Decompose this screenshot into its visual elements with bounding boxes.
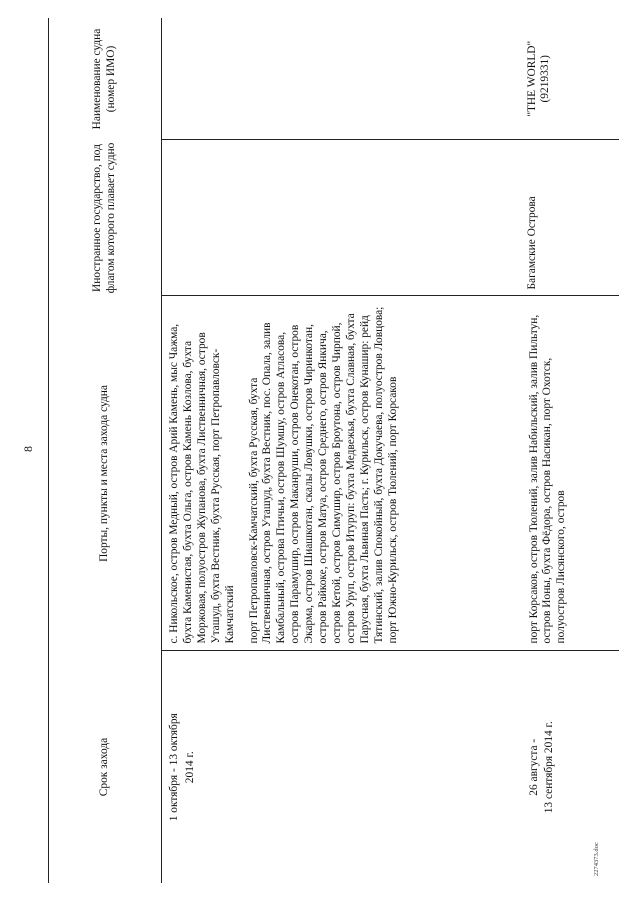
header-flag-state: Иностранное государство, под флагом которого плавает судно: [49, 140, 162, 296]
table-header-row: [49, 18, 162, 883]
header-ports: Порты, пункты и места захода судна: [49, 296, 162, 651]
term-cell: 1 октября - 13 октября 2014 г.: [162, 651, 522, 883]
ports-paragraph: порт Петропавловск-Камчатский, бухта Русская, бухта Лиственничная, остров Уташуд, бухта Вестник, пос. Опала, залив Камбальный, острова Птичьи, остров Шумшу, остров Атласова, остров Парамушир, остров Маканруши, остров Онекотан, остров Экарма, остров Шиашкотан, скалы Ловушки, остров Чиринкотан, остров Райкоке, остров Матуа, остров Среднего, остров Янкича, остров Кетой, остров Симушир, остров Броутона, остров Чирпой, остров Уруп, остров Итуруп: бухта Медвежья, бухта Славная, бухта Парусная, бухта Львиная Пасть; г. Курильск, остров Кунашир: рейд Тятинский, залив Спокойный, бухта Докучаева, полуостров Ловцова; порт Южно-Курильск, остров Тюлений, порт Корсаков: [247, 306, 399, 644]
vessel-imo: (9219331): [539, 55, 552, 103]
flag-state-cell: Багамские Острова: [522, 140, 619, 296]
ports-paragraph: порт Корсаков, остров Тюлений, залив Набильский, залив Пильтун, остров Ионы, бухта Фёдора, остров Насикан, порт Охотск, полуостров Лисянского, остров: [527, 314, 568, 644]
table-row: [522, 18, 619, 883]
vessel-name-cell: [522, 18, 619, 140]
ports-paragraph: с. Никольское, остров Медный, остров Арий Камень, мыс Чажма, бухта Каменистая, бухта Ольга, остров Камень Козлова, бухта Моржовая, полуостров Жупанова, бухта Лиственничная, остров Уташуд, бухта Вестник, бухта Русская, порт Петропавловск-Камчатский: [168, 323, 236, 644]
ports-table-rotated: [48, 18, 618, 883]
vessel-name-cell: [162, 18, 522, 140]
ports-cell: [162, 296, 522, 651]
document-code: 2274373.doc: [593, 842, 600, 876]
vessel-name: "THE WORLD": [525, 40, 538, 117]
header-vessel-name: Наименование судна (номер ИМО): [49, 18, 162, 140]
header-term: Срок захода: [49, 651, 162, 883]
page-number: 8: [21, 446, 35, 452]
ports-cell: [522, 296, 619, 651]
ports-table: [48, 18, 619, 883]
term-cell: 26 августа - 13 сентября 2014 г.: [522, 651, 619, 883]
flag-state-cell: [162, 140, 522, 296]
table-row: [162, 18, 522, 883]
